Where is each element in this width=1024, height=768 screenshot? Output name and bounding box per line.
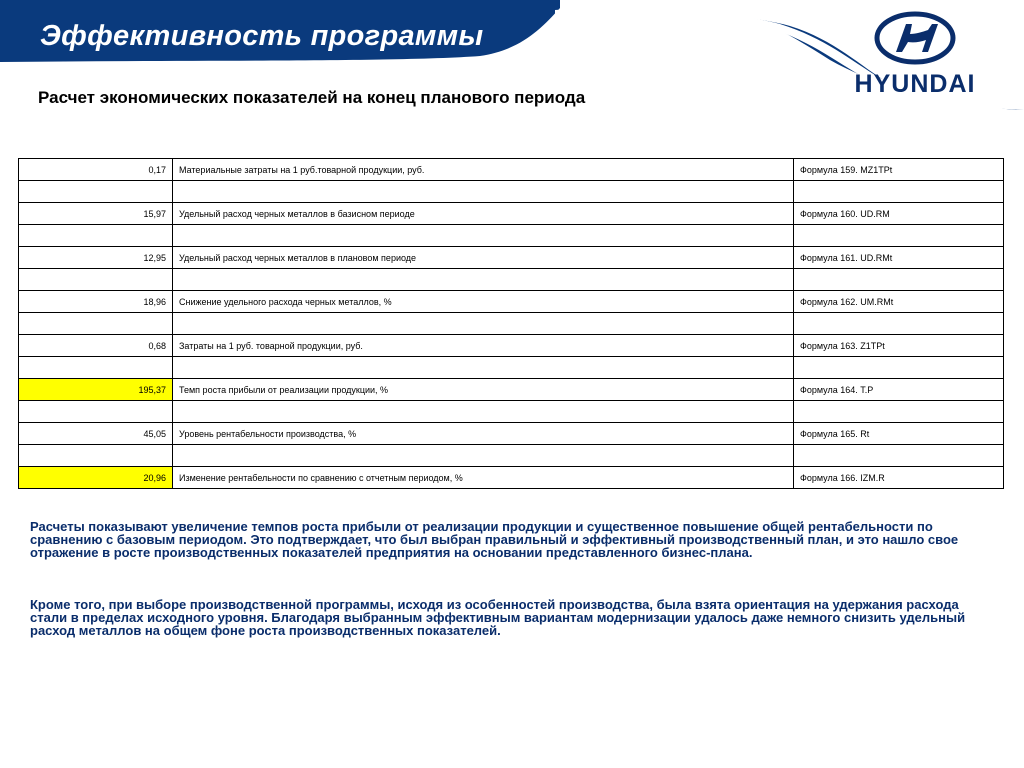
slide-title: Эффективность программы bbox=[40, 20, 484, 52]
table-row bbox=[19, 467, 1004, 489]
description-cell: Изменение рентабельности по сравнению с отчетным периодом, % bbox=[173, 467, 794, 489]
table-row bbox=[19, 159, 1004, 181]
metrics-table bbox=[18, 158, 1004, 489]
empty-cell bbox=[794, 269, 1004, 291]
formula-cell: Формула 163. Z1TPt bbox=[794, 335, 1004, 357]
table-row-empty bbox=[19, 181, 1004, 203]
table-row-empty bbox=[19, 269, 1004, 291]
table-row bbox=[19, 423, 1004, 445]
table-row-empty bbox=[19, 401, 1004, 423]
table-row-empty bbox=[19, 225, 1004, 247]
conclusion-paragraph-2: Кроме того, при выборе производственной программы, исходя из особенностей производства, была взята ориентация на удержания расхода стали в пределах исходного уровня. Благодаря выбранным эффективным вариантам модернизации удалось даже немного снизить удельный расход металлов на общем фоне роста производственных показателей. bbox=[30, 597, 966, 638]
formula-cell: Формула 161. UD.RMt bbox=[794, 247, 1004, 269]
page-subtitle: Расчет экономических показателей на конец планового периода bbox=[38, 88, 586, 107]
value-cell: 0,68 bbox=[19, 335, 173, 357]
formula-cell: Формула 159. MZ1TPt bbox=[794, 159, 1004, 181]
formula-cell: Формула 166. IZM.R bbox=[794, 467, 1004, 489]
description-cell: Темп роста прибыли от реализации продукции, % bbox=[173, 379, 794, 401]
empty-cell bbox=[173, 225, 794, 247]
value-cell: 18,96 bbox=[19, 291, 173, 313]
empty-cell bbox=[19, 269, 173, 291]
table-row-empty bbox=[19, 313, 1004, 335]
empty-cell bbox=[19, 181, 173, 203]
table-row-empty bbox=[19, 445, 1004, 467]
formula-cell: Формула 162. UM.RMt bbox=[794, 291, 1004, 313]
value-cell: 12,95 bbox=[19, 247, 173, 269]
empty-cell bbox=[794, 445, 1004, 467]
table-row bbox=[19, 291, 1004, 313]
description-cell: Удельный расход черных металлов в базисном периоде bbox=[173, 203, 794, 225]
table-row bbox=[19, 247, 1004, 269]
description-cell: Материальные затраты на 1 руб.товарной продукции, руб. bbox=[173, 159, 794, 181]
conclusion-paragraph-1: Расчеты показывают увеличение темпов роста прибыли от реализации продукции и существенное повышение общей рентабельности по сравнению с базовым периодом. Это подтверждает, что был выбран правильный и эффективный производственный план, и это нашло свое отражение в росте производственных показателей предприятия на основании представленного бизнес-плана. bbox=[30, 519, 959, 560]
description-cell: Затраты на 1 руб. товарной продукции, руб. bbox=[173, 335, 794, 357]
hyundai-emblem-icon bbox=[840, 8, 990, 68]
empty-cell bbox=[19, 445, 173, 467]
empty-cell bbox=[173, 181, 794, 203]
table-row-empty bbox=[19, 357, 1004, 379]
description-cell: Снижение удельного расхода черных металлов, % bbox=[173, 291, 794, 313]
empty-cell bbox=[173, 269, 794, 291]
table-row bbox=[19, 203, 1004, 225]
empty-cell bbox=[794, 313, 1004, 335]
table-row bbox=[19, 335, 1004, 357]
table-row bbox=[19, 379, 1004, 401]
empty-cell bbox=[794, 181, 1004, 203]
hyundai-logo bbox=[840, 8, 990, 100]
empty-cell bbox=[173, 313, 794, 335]
value-cell: 15,97 bbox=[19, 203, 173, 225]
value-cell: 45,05 bbox=[19, 423, 173, 445]
empty-cell bbox=[173, 357, 794, 379]
value-cell: 0,17 bbox=[19, 159, 173, 181]
empty-cell bbox=[19, 225, 173, 247]
empty-cell bbox=[794, 401, 1004, 423]
empty-cell bbox=[19, 313, 173, 335]
value-cell: 195,37 bbox=[19, 379, 173, 401]
logo-wordmark: HYUNDAI bbox=[854, 70, 976, 98]
description-cell: Уровень рентабельности производства, % bbox=[173, 423, 794, 445]
empty-cell bbox=[794, 225, 1004, 247]
empty-cell bbox=[173, 401, 794, 423]
formula-cell: Формула 164. T.P bbox=[794, 379, 1004, 401]
formula-cell: Формула 160. UD.RM bbox=[794, 203, 1004, 225]
empty-cell bbox=[794, 357, 1004, 379]
value-cell: 20,96 bbox=[19, 467, 173, 489]
formula-cell: Формула 165. Rt bbox=[794, 423, 1004, 445]
empty-cell bbox=[19, 401, 173, 423]
empty-cell bbox=[173, 445, 794, 467]
description-cell: Удельный расход черных металлов в плановом периоде bbox=[173, 247, 794, 269]
empty-cell bbox=[19, 357, 173, 379]
